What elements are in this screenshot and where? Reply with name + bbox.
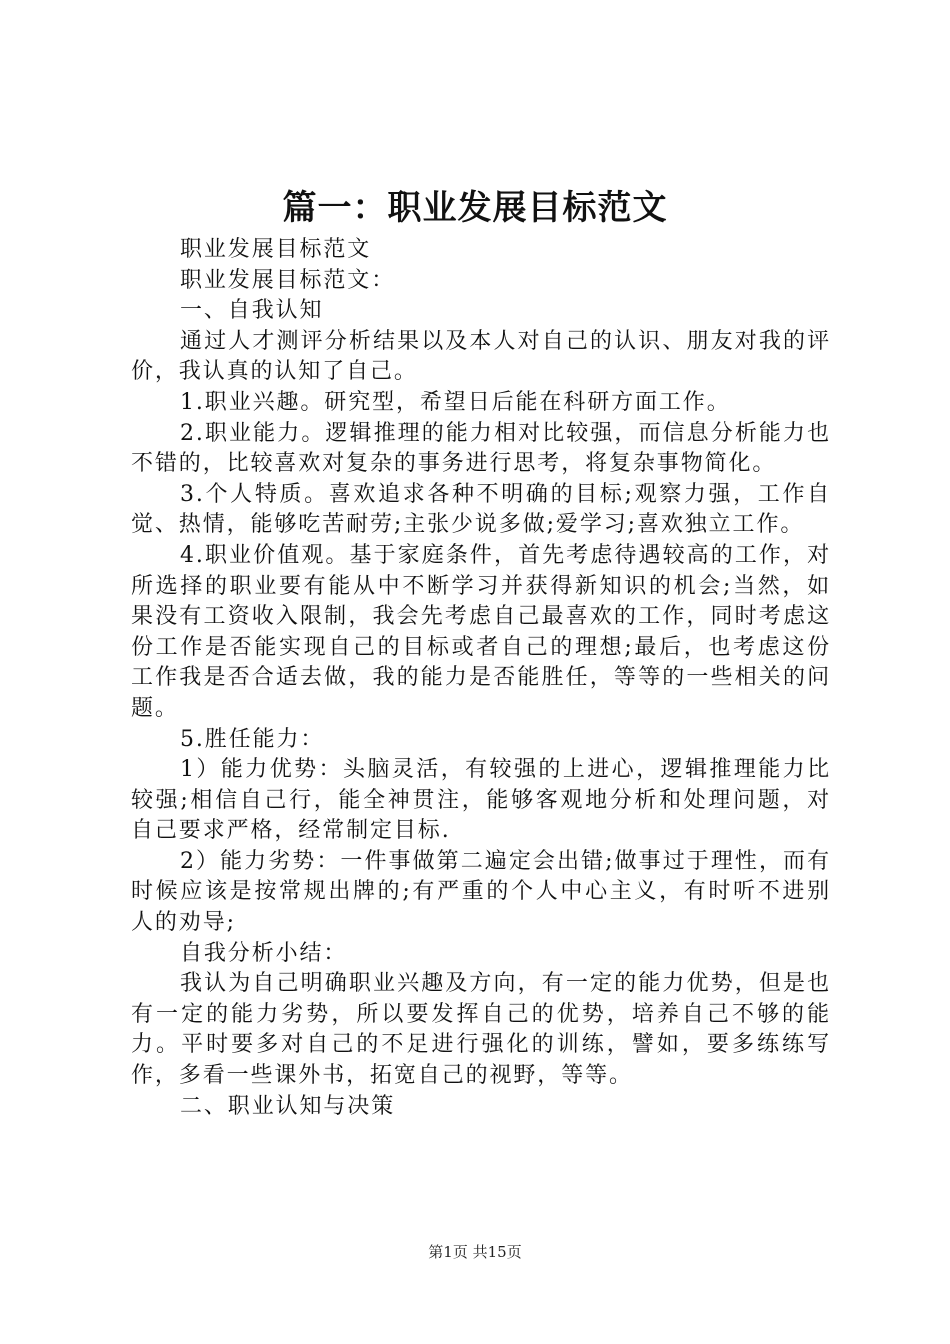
paragraph: 2）能力劣势：一件事做第二遍定会出错;做事过于理性，而有时候应该是按常规出牌的;有严重的个人中心主义，有时听不进别人的劝导; [131, 848, 831, 936]
paragraph: 自我分析小结： [180, 940, 348, 966]
paragraph: 1）能力优势：头脑灵活，有较强的上进心，逻辑推理能力比较强;相信自己行，能全神贯注，能够客观地分析和处理问题，对自己要求严格，经常制定目标. [131, 757, 831, 844]
document-body [131, 235, 831, 1122]
paragraph: 3.个人特质。喜欢追求各种不明确的目标;观察力强，工作自觉、热情，能够吃苦耐劳;主张少说多做;爱学习;喜欢独立工作。 [131, 481, 831, 538]
paragraph: 1.职业兴趣。研究型，希望日后能在科研方面工作。 [180, 389, 731, 415]
document-title: 篇一：职业发展目标范文 [282, 188, 668, 228]
paragraph: 职业发展目标范文： [180, 267, 396, 293]
page-number-footer: 第1页 共15页 [428, 1243, 522, 1261]
section-heading: 二、职业认知与决策 [180, 1093, 396, 1119]
paragraph: 职业发展目标范文 [180, 237, 372, 262]
paragraph: 2.职业能力。逻辑推理的能力相对比较强，而信息分析能力也不错的，比较喜欢对复杂的事务进行思考，将复杂事物简化。 [131, 420, 831, 477]
paragraph: 我认为自己明确职业兴趣及方向，有一定的能力优势，但是也有一定的能力劣势，所以要发挥自己的优势，培养自己不够的能力。平时要多对自己的不足进行强化的训练，譬如，要多练练写作，多看一些课外书，拓宽自己的视野，等等。 [131, 971, 831, 1089]
paragraph: 5.胜任能力： [180, 726, 325, 752]
section-heading: 一、自我认知 [180, 298, 324, 324]
paragraph: 通过人才测评分析结果以及本人对自己的认识、朋友对我的评价，我认真的认知了自己。 [131, 328, 831, 385]
paragraph: 4.职业价值观。基于家庭条件，首先考虑待遇较高的工作，对所选择的职业要有能从中不断学习并获得新知识的机会;当然，如果没有工资收入限制，我会先考虑自己最喜欢的工作，同时考虑这份工作是否能实现自己的目标或者自己的理想;最后，也考虑这份工作我是否合适去做，我的能力是否能胜任，等等的一些相关的问题。 [131, 542, 831, 721]
